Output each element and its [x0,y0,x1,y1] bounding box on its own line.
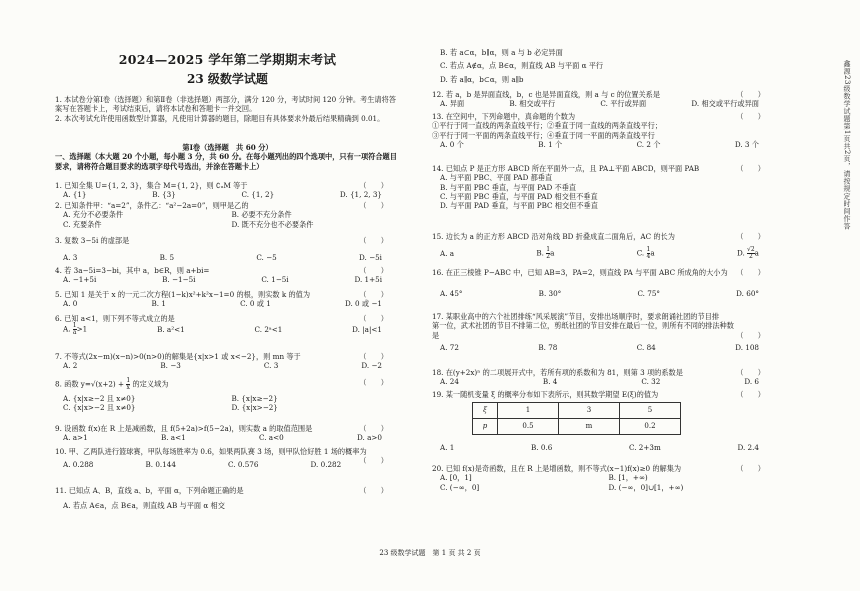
question-11 [55,486,400,511]
q17-line-2: 第一位，武术社团的节目不排第二位，剪纸社团的节目安排在最后一位，则所有不同的排法种数 [432,321,734,331]
q7-opt-b: B. −3 [160,361,181,371]
q9-opt-d: D. a>0 [357,433,382,443]
q6-opt-a: A. $\frac{1}{a}$ >1 [63,322,88,337]
q12-paren: （ ） [736,90,765,99]
q12-opt-b: B. 相交或平行 [509,99,556,109]
question-18 [432,368,777,387]
q8-opt-a: A. {x|x≥−2 且 x≠0} [63,394,136,403]
q3-opt-c: C. −5 [256,253,277,263]
question-6 [55,314,400,336]
q2-opt-b: B. 必要不充分条件 [231,210,292,220]
question-7 [55,352,400,371]
question-5 [55,290,400,309]
q12-opt-d: D. 相交或平行或异面 [691,99,759,109]
q9-stem: 9. 设函数 f(x)在 R 上是减函数，且 f(5+2a)>f(5−2a)，则实数 a 的取值范围是 [55,424,313,433]
q5-paren: （ ） [359,290,388,299]
q2-paren: （ ） [359,201,388,210]
q4-stem: 4. 若 3a−5i=3−bi，其中 a，b∈R，则 a+bi= [55,266,210,275]
q10-opt-c: C. 0.576 [228,460,259,470]
q20-opt-d: D. (−∞，0]∪[1，+∞) [608,482,684,492]
q20-opt-a: A. [0，1] [440,473,472,483]
q4-paren: （ ） [359,266,388,275]
q8-frac-num: 1 [126,377,131,384]
q9-paren: （ ） [359,424,388,433]
q13-line-1: ①平行于同一直线的两条直线平行；②垂直于同一直线的两条直线平行； [432,121,663,131]
q15-opt-b: B. $\frac{1}{2}$ a [536,246,555,261]
q7-opt-a: A. 2 [63,361,78,371]
question-13 [432,112,777,149]
q1-paren: （ ） [359,181,388,190]
q6-paren: （ ） [359,314,388,323]
q18-paren: （ ） [736,368,765,377]
q14-opt-a: A. 与平面 PBC、平面 PAD 都垂直 [440,173,553,183]
q18-opt-a: A. 24 [440,377,459,387]
q14-stem: 14. 已知点 P 是正方形 ABCD 所在平面外一点，且 PA⊥平面 ABCD，则平面 PAB [432,164,700,173]
q10-paren: （ ） [359,456,388,466]
q2-opt-d: D. 既不充分也不必要条件 [231,219,314,229]
q18-opt-c: C. 32 [641,377,661,387]
question-20 [432,464,777,492]
q13-stem: 13. 在空间中，下列命题中，真命题的个数为 [432,112,576,121]
q16-opt-b: B. 30° [538,289,562,299]
q14-paren: （ ） [736,164,765,173]
q2-opt-c: C. 充要条件 [63,219,102,229]
q1-opt-c: C. {1, 2} [241,190,275,200]
table-row [473,403,681,419]
q17-paren: （ ） [736,330,765,340]
question-2 [55,201,400,229]
q15-paren: （ ） [736,232,765,241]
q11-opt-d: D. 若 a∥α，b⊂α，则 a∥b [440,74,524,84]
q9-opt-c: C. a<0 [259,433,284,443]
q13-paren: （ ） [736,112,765,121]
question-16 [432,268,777,299]
q9-opt-a: A. a>1 [63,433,88,443]
q18-opt-b: B. 4 [542,377,558,387]
q13-opt-c: C. 2 个 [636,140,661,150]
q6-opt-c: C. 2ᵃ<1 [254,325,283,335]
q8-stem-b: 的定义域为 [130,379,169,389]
q7-paren: （ ） [359,352,388,361]
q19-stem: 19. 某一随机变量 ξ 的概率分布如下表所示，则其数学期望 E(ξ)的值为 [432,390,659,399]
q5-opt-a: A. 0 [63,299,78,309]
question-3 [55,236,400,263]
question-11-continued [432,48,785,84]
q15-opt-a: A. a [440,249,455,259]
q16-stem: 16. 在正三棱锥 P−ABC 中，已知 AB=3，PA=2，则直线 PA 与平面 ABC 所成角的大小为 [432,268,728,277]
q8-opt-b: B. {x|x≥−2} [231,394,278,403]
q6-opt-d: D. |a|<1 [352,325,382,335]
q8-frac-den: x [126,384,130,391]
question-17 [432,312,777,352]
q16-opt-a: A. 45° [440,289,463,299]
q15-opt-b-num: 1 [546,246,551,254]
q19-paren: （ ） [736,390,765,399]
note-1: 1. 本试卷分第Ⅰ卷（选择题）和第Ⅱ卷（非选择题）两部分，满分 120 分，考试时间 120 分钟。考生请将答案写在答题卡上，考试结束后，请将本试卷和答题卡一并交回。 [55,95,396,114]
q7-opt-c: C. 3 [263,361,279,371]
q11-stem: 11. 已知点 A、B，直线 a、b，平面 α，下列命题正确的是 [55,486,244,495]
q15-stem: 15. 边长为 a 的正方形 ABCD 沿对角线 BD 折叠成直二面角后，AC 的长为 [432,232,675,241]
q9-opt-b: B. a<1 [160,433,186,443]
exam-notes [55,95,400,123]
q6-stem: 6. 已知 a<1，则下列不等式成立的是 [55,314,175,323]
question-9 [55,424,400,443]
side-watermark-text: 鑫源23级数学试题第1页共2页，请按规定时间作答 [843,60,851,230]
q15-opt-d-num: √2 [747,246,755,254]
q10-stem: 10. 甲、乙两队进行篮球赛，甲队每场胜率为 0.6，如果两队赛 3 场，则甲队恰好胜 1 场的概率为 [55,447,367,456]
q4-opt-c: C. 1−5i [261,275,289,285]
q16-opt-d: D. 60° [736,289,759,299]
q6-opt-a-num: 1 [72,322,77,330]
question-19 [432,390,777,453]
q20-opt-b: B. [1，+∞) [608,473,648,483]
q11-opt-a: A. 若点 A∈a，点 B∈a，则直线 AB 与平面 α 相交 [63,501,225,511]
q1-opt-b: B. {3} [152,190,176,200]
exam-subtitle: 23 级数学试题 [187,72,268,86]
q17-opt-a: A. 72 [440,343,459,353]
q2-opt-a: A. 充分不必要条件 [63,210,124,220]
q4-opt-d: D. 1+5i [354,275,382,285]
q7-opt-d: D. −2 [361,361,382,371]
question-14 [432,164,777,211]
q17-opt-d: D. 108 [735,343,759,353]
q20-paren: （ ） [736,464,765,473]
section-intro: 一、选择题（本大题 20 个小题，每小题 3 分，共 60 分。在每小题列出的四个选项中，只有一项符合题目要求，请将符合题目要求的选项字母代号选出，并涂在答题卡上） [55,152,397,171]
section-title: 第Ⅰ卷（选择题 共 60 分） [182,143,273,152]
q19-opt-c: C. 2+3m [628,443,661,453]
q7-stem: 7. 不等式(2x−m)(x−n)>0(n>0)的解集是{x|x>1 或 x<−2}，则 mn 等于 [55,352,301,361]
table-cell: 0.5 [498,419,559,435]
q2-stem: 2. 已知条件甲：“a=2”，条件乙：“a²−2a=0”，则甲是乙的 [55,201,249,210]
page-footer: 23 级数学试题 第 1 页 共 2 页 [379,549,481,557]
q5-stem: 5. 已知 1 是关于 x 的一元二次方程(1−k)x²+k²x−1=0 的根，则实数 k 的值为 [55,290,311,299]
q14-opt-d: D. 与平面 PAD 垂直，与平面 PBC 相交但不垂直 [440,201,598,211]
q17-line-3: 是 [432,330,440,340]
q15-opt-c: C. $\frac{1}{4}$ a [636,246,655,261]
q13-opt-d: D. 3 个 [734,140,759,150]
q15-opt-c-num: 1 [646,246,651,254]
q17-opt-c: C. 84 [636,343,656,353]
q5-opt-d: D. 0 或 −1 [344,299,382,309]
q15-opt-c-den: 4 [646,253,651,261]
q14-opt-c: C. 与平面 PBC 垂直，与平面 PAD 相交但不垂直 [440,192,598,202]
note-2: 2. 本次考试允许使用函数型计算器，凡使用计算器的题目，除题目有具体要求外最后结果精确到 0.01。 [55,113,385,123]
q10-opt-d: D. 0.282 [310,460,342,470]
q12-opt-a: A. 异面 [440,99,465,109]
q17-opt-b: B. 78 [538,343,558,353]
q12-opt-c: C. 平行或异面 [600,99,647,109]
question-10 [55,447,400,470]
table-cell: 5 [620,403,681,419]
q18-stem: 18. 在(y+2x)ⁿ 的二项展开式中，若所有项的系数和为 81，则第 3 项的系数是 [432,368,683,377]
q3-stem: 3. 复数 3−5i 的虚部是 [55,236,130,245]
q1-opt-d: D. {1, 2, 3} [339,190,382,200]
table-cell: p [473,419,498,435]
q10-opt-b: B. 0.144 [145,460,176,470]
q15-opt-d: D. $\frac{√2}{2}$ a [736,246,759,261]
q4-opt-a: A. −1+5i [63,275,97,285]
table-cell: 0.2 [620,419,681,435]
question-1 [55,181,400,200]
q19-opt-a: A. 1 [440,443,455,453]
q5-opt-c: C. 0 或 1 [240,299,271,309]
q18-opt-d: D. 6 [744,377,759,387]
q5-opt-b: B. 1 [151,299,166,309]
table-row [473,419,681,435]
q1-stem: 1. 已知全集 U={1, 2, 3}，集合 M={1, 2}，则 ∁ᵤM 等于 [55,181,248,190]
q13-opt-b: B. 1 个 [538,140,563,150]
q8-paren: （ ） [359,378,388,387]
q20-opt-c: C. (−∞，0] [440,482,480,492]
distribution-table [472,402,681,435]
q10-opt-a: A. 0.288 [63,460,94,470]
q15-opt-d-den: 2 [748,253,753,261]
q6-opt-b: B. a²<1 [157,325,185,335]
q3-opt-a: A. 3 [63,253,78,263]
exam-title: 2024—2025 学年第二学期期末考试 [118,52,337,67]
q20-stem: 20. 已知 f(x)是奇函数，且在 R 上是增函数，则不等式(x−1)f(x)≥0 的解集为 [432,464,682,473]
q17-line-1: 17. 某职业高中的六个社团排练“风采展演”节目，安排出场顺序时，要求朗诵社团的节目排 [432,312,720,321]
q19-opt-b: B. 0.6 [531,443,553,453]
table-cell: 1 [498,403,559,419]
q14-opt-b: B. 与平面 PBC 垂直，与平面 PAD 不垂直 [440,182,577,192]
table-cell: m [559,419,620,435]
question-4 [55,266,400,285]
question-12 [432,90,777,109]
q11-opt-b: B. 若 a⊂α，b∥α，则 a 与 b 必定异面 [440,48,563,57]
q16-opt-c: C. 75° [637,289,660,299]
q15-opt-b-den: 2 [546,253,551,261]
section-header [55,143,400,171]
q6-opt-a-tail: >1 [76,324,88,334]
table-cell: ξ [473,403,498,419]
q3-paren: （ ） [359,236,388,245]
question-8 [55,378,400,413]
q8-stem-a: 8. 函数 y=√(x+2) + [55,379,127,389]
q16-paren: （ ） [736,268,765,277]
q19-opt-d: D. 2.4 [737,443,759,453]
q11-opt-c: C. 若点 A∉α，点 B∈α，则直线 AB 与平面 α 平行 [440,61,604,71]
q8-opt-c: C. {x|x>−2 且 x≠0} [63,403,136,413]
question-15 [432,232,777,260]
q1-opt-a: A. {1} [63,190,87,200]
q3-opt-b: B. 5 [159,253,175,263]
q6-opt-a-den: a [72,329,77,337]
q13-line-2: ③平行于同一平面的两条直线平行；④垂直于同一平面的两条直线平行 [432,130,655,140]
q8-opt-d: D. {x|x>−2} [231,403,278,413]
q11-paren: （ ） [359,486,388,495]
q3-opt-d: D. −5i [359,253,382,263]
q13-opt-a: A. 0 个 [440,140,464,150]
q12-stem: 12. 若 a，b 是异面直线，b，c 也是异面直线，则 a 与 c 的位置关系是 [432,90,661,99]
table-cell: 3 [559,403,620,419]
q4-opt-b: B. −1−5i [162,275,196,285]
